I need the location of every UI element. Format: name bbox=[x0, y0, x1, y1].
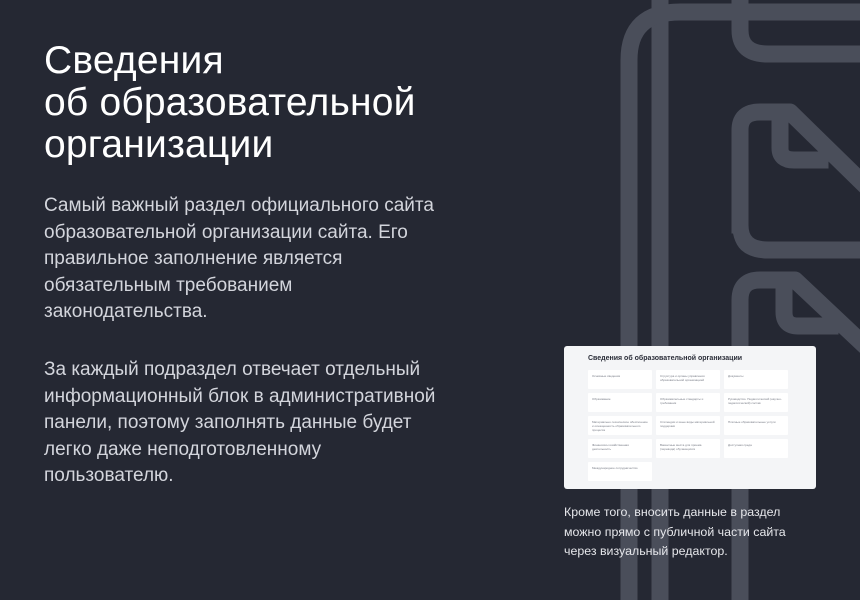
preview-section-grid bbox=[588, 370, 806, 481]
preview-section-card: Материально-техническое обеспечение и оснащенность образовательного процесса bbox=[588, 416, 652, 435]
preview-section-card: Международное сотрудничество bbox=[588, 462, 652, 481]
deco-folder-middle-fold bbox=[780, 112, 820, 160]
preview-section-card: Структура и органы управления образовательной организацией bbox=[656, 370, 720, 389]
deco-frame-top-arc bbox=[629, 12, 860, 170]
preview-title: Сведения об образовательной организации bbox=[588, 355, 743, 362]
admin-panel-paragraph: За каждый подраздел отвечает отдельный информационный блок в административной панели, поэтому заполнять данные будет легко даже неподготовленному пользователю. bbox=[44, 359, 436, 486]
deco-folder-bottom-fold bbox=[784, 282, 830, 326]
deco-folder-middle bbox=[740, 112, 860, 250]
preview-section-card: Основные сведения bbox=[588, 370, 652, 389]
preview-section-card: Платные образовательные услуги bbox=[724, 416, 788, 435]
preview-section-card: Финансово-хозяйственная деятельность bbox=[588, 439, 652, 458]
preview-section-card: Руководство. Педагогический (научно-педагогический) состав bbox=[724, 393, 788, 412]
preview-section-card: Вакантные места для приема (перевода) обучающихся bbox=[656, 439, 720, 458]
preview-section-card: Образовательные стандарты и требования bbox=[656, 393, 720, 412]
page-title: Сведения об образовательной организации bbox=[44, 39, 416, 166]
preview-section-card: Образование bbox=[588, 393, 652, 412]
preview-section-card: Доступная среда bbox=[724, 439, 788, 458]
admin-preview-screenshot bbox=[564, 346, 816, 489]
preview-caption: Кроме того, вносить данные в раздел можно прямо с публичной части сайта через визуальный редактор. bbox=[564, 505, 786, 558]
preview-section-card: Стипендии и иные виды материальной поддержки bbox=[656, 416, 720, 435]
preview-section-card: Документы bbox=[724, 370, 788, 389]
deco-card-top bbox=[740, 0, 860, 54]
intro-paragraph: Самый важный раздел официального сайта образовательной организации сайта. Его правильное заполнение является обязательным требованием законодательства. bbox=[44, 195, 434, 322]
